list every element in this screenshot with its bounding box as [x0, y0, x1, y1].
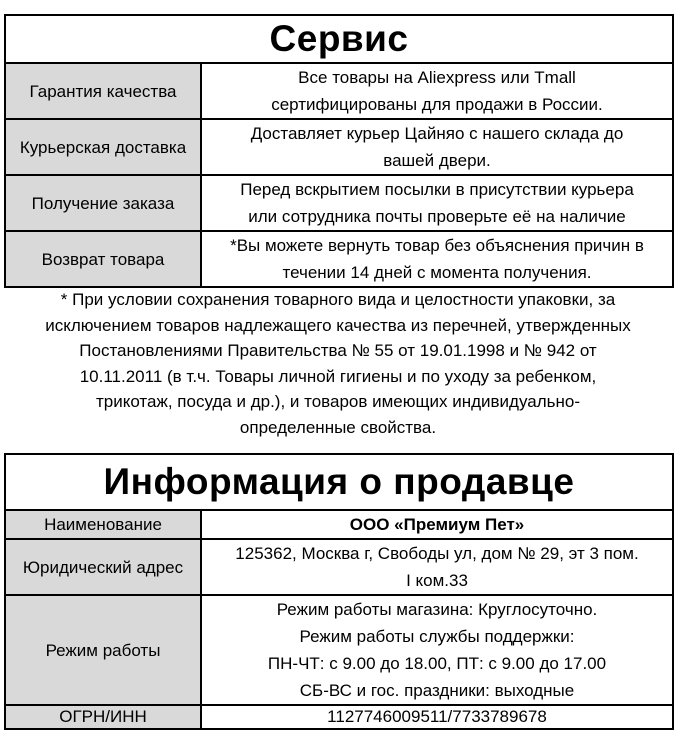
table-row: [5, 539, 673, 595]
row-label-ogrn-inn: ОГРН/ИНН: [5, 705, 201, 729]
row-value-order-receipt: [201, 175, 673, 231]
value-line: течении 14 дней с момента получения.: [282, 263, 592, 282]
footnote-line: 10.11.2011 (в т.ч. Товары личной гигиены и по уходу за ребенком,: [79, 366, 597, 386]
row-value-name: [201, 510, 673, 539]
footnote-line: * При условии сохранения товарного вида и целостности упаковки, за: [60, 290, 616, 309]
value-line: Доставляет курьер Цайняо с нашего склада до: [250, 124, 624, 143]
row-value-legal-address: [201, 539, 673, 595]
table-row: [5, 175, 673, 231]
row-value-courier-delivery: [201, 119, 673, 175]
table-row: [5, 595, 673, 705]
row-label-order-receipt: Получение заказа: [5, 175, 201, 231]
table-row: [5, 63, 673, 119]
value-line: I ком.33: [406, 571, 468, 590]
value-line: 125362, Москва г, Свободы ул, дом № 29, эт 3 пом.: [235, 544, 639, 563]
row-value-return: [201, 231, 673, 287]
value-line: Режим работы магазина: Круглосуточно.: [276, 600, 598, 619]
value-line: Все товары на Aliexpress или Tmall: [298, 68, 576, 87]
value-line: вашей двери.: [383, 151, 491, 170]
service-title: Сервис: [5, 15, 673, 63]
footnote-line: определенные свойства.: [239, 417, 437, 437]
seller-table: [4, 453, 674, 730]
value-line: сертифицированы для продажи в России.: [271, 95, 603, 114]
value-line: 1127746009511/7733789678: [327, 707, 547, 726]
value-line: Режим работы службы поддержки:: [299, 627, 575, 646]
value-line: ООО «Премиум Пет»: [349, 515, 525, 534]
row-label-quality-guarantee: Гарантия качества: [5, 63, 201, 119]
value-line: Перед вскрытием посылки в присутствии курьера: [240, 180, 634, 199]
row-label-working-hours: Режим работы: [5, 595, 201, 705]
row-label-return: Возврат товара: [5, 231, 201, 287]
value-line: *Вы можете вернуть товар без объяснения причин в: [230, 236, 644, 255]
service-table: [4, 14, 674, 288]
row-label-courier-delivery: Курьерская доставка: [5, 119, 201, 175]
row-value-ogrn-inn: [201, 705, 673, 729]
footnote-line: трикотаж, посуда и др.), и товаров имеющих индивидуально-: [95, 392, 581, 411]
table-row: [5, 705, 673, 729]
row-label-name: Наименование: [5, 510, 201, 539]
footnote-line: Постановлениями Правительства № 55 от 19.01.1998 и № 942 от: [79, 341, 597, 360]
seller-title: Информация о продавце: [5, 454, 673, 510]
row-label-legal-address: Юридический адрес: [5, 539, 201, 595]
value-line: ПН-ЧТ: с 9.00 до 18.00, ПТ: с 9.00 до 17.00: [267, 654, 607, 673]
row-value-working-hours: [201, 595, 673, 705]
table-row: [5, 119, 673, 175]
table-row: [5, 510, 673, 539]
return-footnote: [4, 287, 672, 440]
row-value-quality-guarantee: [201, 63, 673, 119]
footnote-line: исключением товаров надлежащего качества из перечней, утвержденных: [45, 315, 631, 335]
value-line: СБ-ВС и гос. праздники: выходные: [299, 681, 575, 700]
value-line: или сотрудника почты проверьте её на наличие: [248, 207, 626, 226]
table-row: [5, 231, 673, 287]
